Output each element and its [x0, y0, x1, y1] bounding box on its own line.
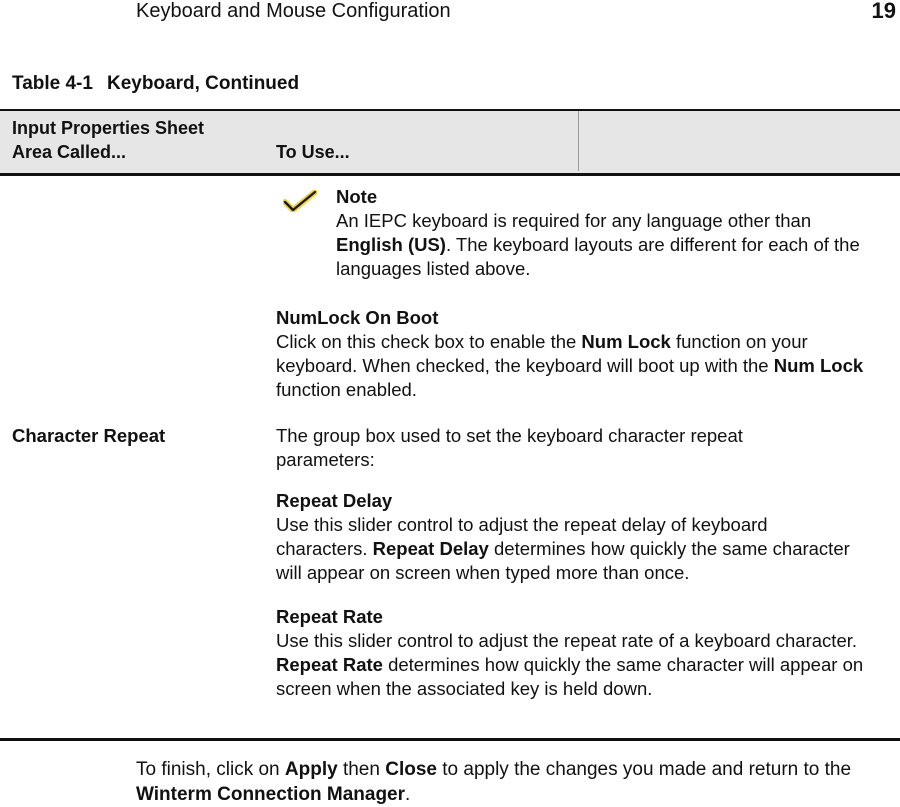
note-bold-english: English (US) [336, 234, 446, 255]
closing-bold-winterm: Winterm Connection Manager [136, 784, 406, 805]
numlock-bold-1: Num Lock [581, 331, 671, 352]
header-col-to-use: To Use... [276, 142, 350, 162]
checkmark-note-icon [283, 190, 317, 212]
repeat-rate-text-2: determines how quickly the same character will appear on screen when the associated key is held down. [276, 654, 864, 699]
numlock-title: NumLock On Boot [276, 307, 439, 328]
repeat-delay-text [276, 513, 856, 585]
repeat-rate-block [276, 605, 886, 701]
repeat-delay-text-2: determines how quickly the same character will appear on screen when typed more than once. [276, 538, 850, 583]
note-text-1: An IEPC keyboard is required for any language other than [336, 210, 812, 231]
repeat-delay-text-1: Use this slider control to adjust the repeat delay of keyboard characters. [276, 514, 768, 559]
row-label-character-repeat: Character Repeat [12, 425, 166, 446]
table-caption [12, 73, 299, 95]
page-number: 19 [871, 0, 896, 23]
header-col1-line2: Area Called... [12, 142, 127, 162]
header-col-area-called [12, 116, 204, 164]
table-caption-label: Table 4-1 [12, 73, 93, 94]
repeat-delay-title: Repeat Delay [276, 490, 393, 511]
note-text [336, 209, 892, 281]
table-bottom-rule [0, 738, 900, 741]
header-col1-line1: Input Properties Sheet [12, 118, 205, 138]
table-header-divider [578, 111, 579, 171]
closing-text-4: . [405, 784, 411, 805]
numlock-text-1: Click on this check box to enable the [276, 331, 582, 352]
repeat-delay-bold: Repeat Delay [372, 538, 489, 559]
closing-bold-apply: Apply [284, 759, 338, 780]
note-title: Note [336, 186, 378, 207]
closing-text-2: then [337, 759, 386, 780]
running-title: Keyboard and Mouse Configuration [136, 0, 451, 22]
repeat-rate-title: Repeat Rate [276, 606, 383, 627]
repeat-rate-text [276, 629, 886, 701]
closing-text-3: to apply the changes you made and return to the [436, 759, 852, 780]
numlock-text [276, 330, 890, 402]
numlock-block [276, 306, 890, 402]
closing-paragraph [136, 757, 896, 807]
character-repeat-text: The group box used to set the keyboard character repeat parameters: [276, 425, 743, 470]
note-block [336, 185, 892, 281]
closing-bold-close: Close [385, 759, 437, 780]
numlock-bold-2: Num Lock [773, 355, 864, 376]
closing-text-1: To finish, click on [136, 759, 285, 780]
repeat-rate-text-1: Use this slider control to adjust the repeat rate of a keyboard character. [276, 630, 858, 651]
table-caption-title: Keyboard, Continued [106, 73, 300, 94]
repeat-delay-block [276, 489, 856, 585]
numlock-text-3: function enabled. [276, 379, 417, 400]
repeat-rate-bold: Repeat Rate [276, 654, 383, 675]
numlock-text-2: function on your keyboard. When checked, the keyboard will boot up with the [276, 331, 808, 376]
note-text-2: . The keyboard layouts are different for each of the languages listed above. [336, 234, 860, 279]
